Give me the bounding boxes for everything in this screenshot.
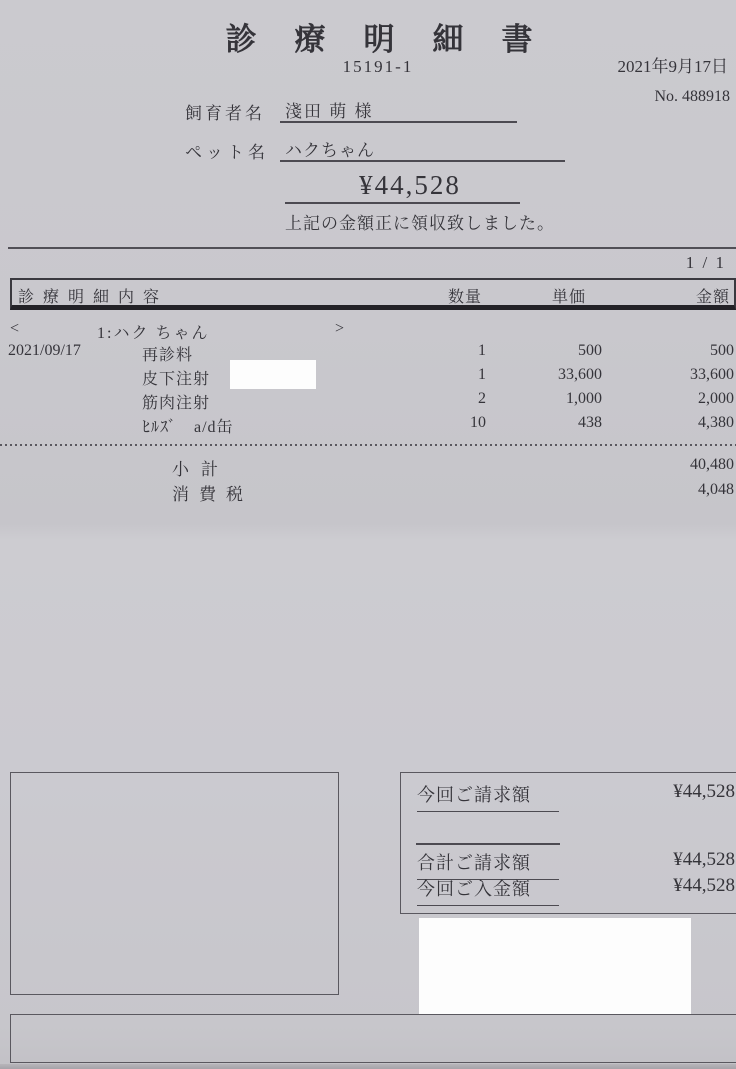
billing-label: 今回ご請求額 [417, 781, 559, 812]
billing-value: ¥44,528 [673, 781, 735, 802]
issue-date: 2021年9月17日 [617, 57, 728, 76]
col-content: 診療明細内容 [18, 289, 169, 306]
footer-box [10, 1014, 736, 1063]
angle-close: > [335, 320, 345, 337]
owner-label: 飼育者名 [185, 104, 265, 123]
receipt-number: No. 488918 [654, 88, 730, 105]
cell-date: 2021/09/17 [8, 342, 81, 359]
separator-overline [416, 843, 560, 845]
table-row [0, 366, 736, 388]
pet-label: ペット名 [185, 143, 269, 162]
cell-item: 再診料 [142, 347, 194, 364]
page-indicator: 1 / 1 [685, 253, 726, 272]
cell-unit-price: 438 [578, 414, 602, 431]
col-quantity: 数量 [447, 289, 482, 306]
table-row [0, 342, 736, 364]
col-unit-price: 単価 [551, 289, 586, 306]
billing-label: 今回ご入金額 [417, 875, 559, 906]
photo-edge [0, 1064, 736, 1069]
cell-amount: 500 [710, 342, 734, 359]
pet-name: ハクちゃん [285, 141, 375, 160]
total-amount: ¥44,528 [359, 170, 461, 200]
table-row [0, 390, 736, 412]
divider-line [8, 247, 736, 249]
owner-underline [280, 121, 517, 123]
billing-value: ¥44,528 [673, 875, 735, 896]
notes-box [10, 772, 339, 995]
cell-amount: 33,600 [690, 366, 734, 383]
table-header [10, 278, 736, 310]
cell-unit-price: 33,600 [558, 366, 602, 383]
slip-number: 15191-1 [342, 57, 414, 76]
cell-qty: 10 [470, 414, 486, 431]
billing-summary-box [400, 772, 736, 914]
patient-selector-line [0, 320, 736, 342]
redaction-box-bottom [419, 918, 691, 1015]
receipt-statement: 上記の金額正に領収致しました。 [285, 214, 555, 233]
table-row [0, 414, 736, 436]
cell-qty: 1 [478, 342, 486, 359]
angle-open: < [10, 320, 20, 337]
cell-item: 皮下注射 [142, 371, 211, 388]
cell-item: ﾋﾙｽﾞ a/d缶 [142, 419, 234, 436]
owner-name: 淺田 萌 様 [285, 102, 374, 121]
billing-row [417, 875, 559, 906]
cell-qty: 2 [478, 390, 486, 407]
cell-unit-price: 1,000 [566, 390, 602, 407]
cell-item: 筋肉注射 [142, 395, 211, 412]
amount-underline [285, 202, 520, 204]
patient-name: 1:ハク ちゃん [97, 325, 210, 342]
cell-amount: 2,000 [698, 390, 734, 407]
cell-amount: 4,380 [698, 414, 734, 431]
tax-label: 消費税 [172, 485, 253, 504]
billing-label: 合計ご請求額 [417, 849, 559, 880]
redaction-box [230, 360, 316, 389]
billing-row [417, 781, 559, 812]
col-amount: 金額 [695, 289, 730, 306]
subtotal-value: 40,480 [690, 456, 734, 473]
pet-underline [280, 160, 565, 162]
cell-qty: 1 [478, 366, 486, 383]
tax-value: 4,048 [698, 481, 734, 498]
page-title: 診療明細書 [225, 22, 571, 57]
billing-value: ¥44,528 [673, 849, 735, 870]
subtotal-label: 小計 [172, 460, 230, 479]
cell-unit-price: 500 [578, 342, 602, 359]
dotted-separator [0, 444, 736, 446]
